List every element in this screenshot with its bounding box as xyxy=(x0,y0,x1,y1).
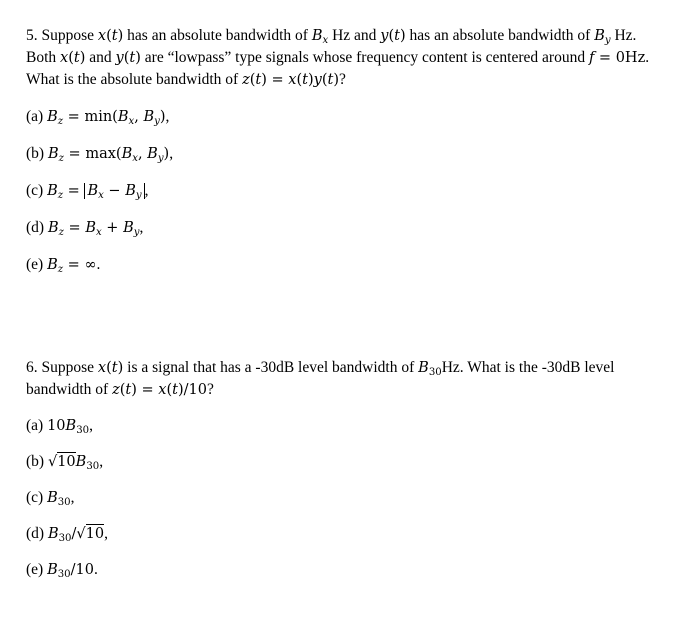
question-6-option-b: (b) $√10B_{30}$, xyxy=(26,453,104,473)
question-6-option-e: (e) $B_{30}/10$. xyxy=(26,561,98,581)
question-6-option-a: (a) $10B_{30}$, xyxy=(26,417,93,437)
question-5-option-e: (e) $B_z$ = ∞. xyxy=(26,256,101,276)
question-5-option-c: (c) $B_z = B_x - B_y$ , xyxy=(26,182,149,202)
question-6 xyxy=(26,357,660,581)
question-6-option-c: (c) $B_{30}$, xyxy=(26,489,75,509)
question-5-option-d: (d) $B_z = B_x + B_y$, xyxy=(26,219,144,239)
question-6-stem: 6. Suppose x(t) is a signal that has a -30dB level bandwidth of $B_{30}Hz$. What is the -30dB level bandwidth of z(t) = x(t)/10? xyxy=(26,359,615,398)
question-5 xyxy=(26,25,660,276)
question-5-option-b: (b) $B_z = \max(B_x$, $B_y$), xyxy=(26,145,174,165)
question-5-option-a: (a) $B_z = \min(B_x$, $B_y$), xyxy=(26,108,170,128)
question-5-stem: 5. Suppose x(t) has an absolute bandwidth of $B_x$ Hz and y(t) has an absolute bandwidth of $B_y$ Hz. Both x(t) and y(t) are “lowpass” type signals whose frequency content is centered around f = 0Hz. What is the absolute bandwidth of z(t) = x(t)y(t)? xyxy=(26,27,650,88)
question-6-option-d: (d) $B_{30}/√10$, xyxy=(26,525,108,545)
